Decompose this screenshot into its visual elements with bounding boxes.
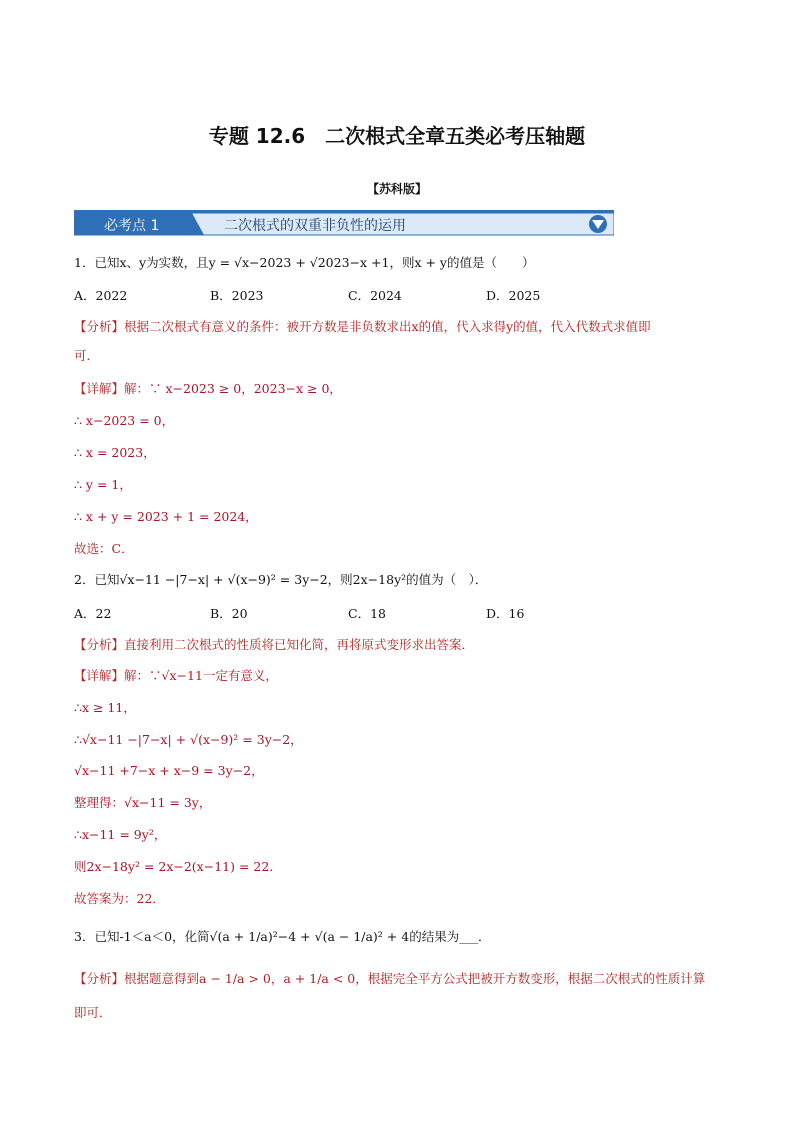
q2-step-1: ∴x ≥ 11， xyxy=(74,700,136,715)
q1-stem: 1．已知x、y为实数，且y = √x−2023 + √2023−x +1，则x + y的值是（ ） xyxy=(74,255,535,270)
q3-analysis-cont: 即可． xyxy=(74,1005,112,1020)
q2-answer: 故答案为：22． xyxy=(74,891,165,906)
q2-detail xyxy=(74,667,278,685)
analysis-text: 根据题意得到a − 1/a > 0，a + 1/a < 0，根据完全平方公式把被开方数变形，根据二次根式的性质计算 xyxy=(124,971,706,986)
q1-step-1: ∵ x−2023 ≥ 0，2023−x ≥ 0， xyxy=(149,381,342,396)
q1-option-c: C．2024 xyxy=(348,288,402,303)
section-banner xyxy=(74,210,614,238)
q2-step-6: 则2x−18y² = 2x−2(x−11) = 22． xyxy=(74,859,282,874)
q2-option-d: D．16 xyxy=(486,606,525,621)
analysis-tag: 【分析】 xyxy=(74,637,125,652)
q2-stem: 2．已知√x−11 −|7−x| + √(x−9)² = 3y−2，则2x−18y²的值为（ ）． xyxy=(74,572,488,587)
section-heading: 二次根式的双重非负性的运用 xyxy=(224,218,406,234)
analysis-tag: 【分析】 xyxy=(74,319,125,334)
q1-analysis xyxy=(74,318,651,336)
q2-step-3: √x−11 +7−x + x−9 = 3y−2， xyxy=(74,763,264,778)
q2-step-5: ∴x−11 = 9y²， xyxy=(74,827,167,842)
q1-detail xyxy=(74,380,342,398)
q2-analysis xyxy=(74,636,474,654)
page-title: 专题 12.6 二次根式全章五类必考压轴题 xyxy=(208,124,586,148)
q2-step-2: ∴√x−11 −|7−x| + √(x−9)² = 3y−2， xyxy=(74,732,303,747)
q3-stem: 3．已知-1＜a＜0，化简√(a + 1/a)²−4 + √(a − 1/a)² + 4的结果为___． xyxy=(74,929,491,944)
chevron-down-icon[interactable] xyxy=(587,213,609,235)
q1-answer: 故选：C． xyxy=(74,541,134,556)
q1-step-2: ∴ x−2023 = 0， xyxy=(74,413,175,428)
detail-head: 解：∵√x−11一定有意义， xyxy=(124,668,278,683)
q2-option-b: B．20 xyxy=(210,606,248,621)
q3-analysis xyxy=(74,970,705,988)
analysis-text: 根据二次根式有意义的条件：被开方数是非负数求出x的值，代入求得y的值，代入代数式求值即 xyxy=(124,319,651,334)
q2-option-c: C．18 xyxy=(348,606,386,621)
q1-step-4: ∴ y = 1， xyxy=(74,477,132,492)
analysis-text: 直接利用二次根式的性质将已知化简，再将原式变形求出答案． xyxy=(124,637,475,652)
detail-tag: 【详解】 xyxy=(74,668,125,683)
edition-label: 【苏科版】 xyxy=(366,182,427,196)
q1-step-3: ∴ x = 2023， xyxy=(74,445,156,460)
section-badge: 必考点 1 xyxy=(104,218,160,234)
q1-option-b: B．2023 xyxy=(210,288,264,303)
q1-step-5: ∴ x + y = 2023 + 1 = 2024， xyxy=(74,509,258,524)
detail-head: 解： xyxy=(124,381,150,396)
q1-option-d: D．2025 xyxy=(486,288,541,303)
q1-option-a: A．2022 xyxy=(74,288,128,303)
detail-tag: 【详解】 xyxy=(74,381,125,396)
analysis-tag: 【分析】 xyxy=(74,971,125,986)
q2-option-a: A．22 xyxy=(74,606,112,621)
q2-step-4: 整理得：√x−11 = 3y， xyxy=(74,795,212,810)
q1-analysis-cont: 可． xyxy=(74,348,100,363)
